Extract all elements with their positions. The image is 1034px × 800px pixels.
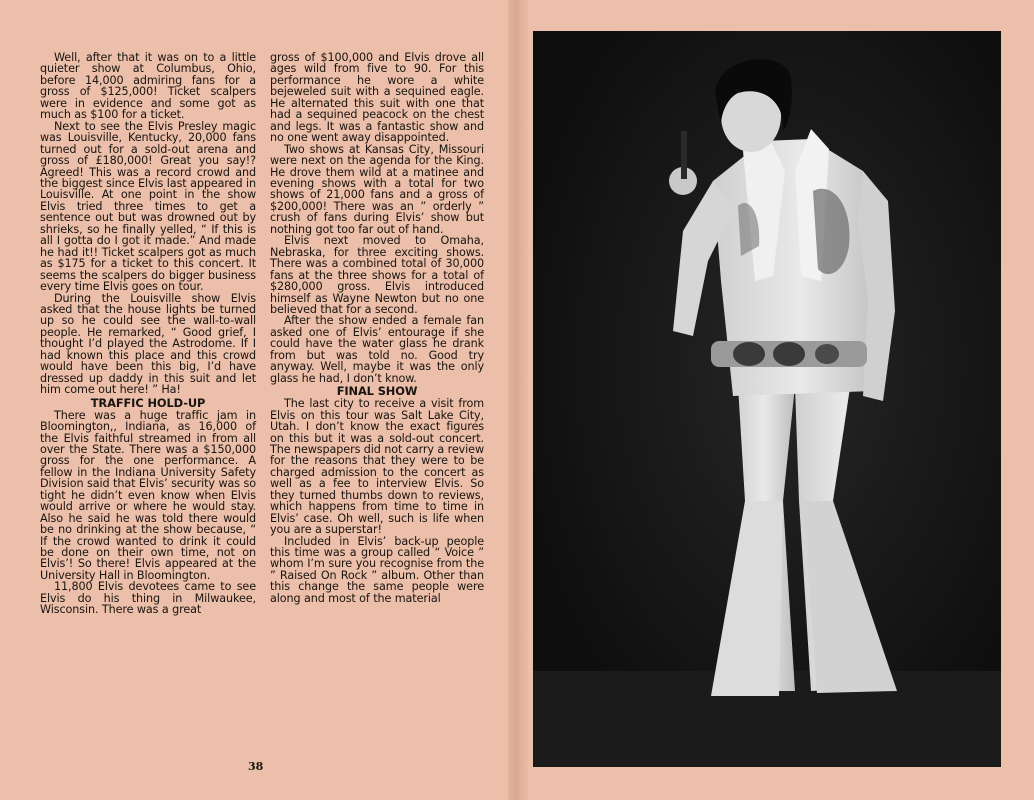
text-column-2 (270, 52, 484, 604)
performer-illustration (533, 31, 1001, 767)
paragraph: After the show ended a female fan asked one of Elvis’ entourage if she could have the water glass he drank from but was told no. Good try anyway. Well, maybe it was the only glass he had, I don’t know. (270, 314, 484, 385)
book-gutter (508, 0, 528, 800)
paragraph: The last city to receive a visit from Elvis on this tour was Salt Lake City, Utah. I don’t know the exact figures on this but it was a sold-out concert. The newspapers did not carry a review for the reasons that they were to be charged admission to the concert as well as a fee to interview Elvis. So they turned thumbs down to reviews, which happens from time to time in Elvis’ case. Oh well, such is life when you are a superstar! (270, 397, 484, 537)
left-page (0, 0, 515, 800)
paragraph: Elvis next moved to Omaha, Nebraska, for three exciting shows. There was a combined total of 30,000 fans at the three shows for a total of $280,000 gross. Elvis introduced himself as Wayne Newton but no one believed that for a second. (270, 234, 484, 316)
paragraph: Two shows at Kansas City, Missouri were next on the agenda for the King. He drove them wild at a matinee and evening shows with a total for two shows of 21,000 fans and a gross of $200,000! There was an ” orderly ” crush of fans during Elvis’ show but nothing got too far out of hand. (270, 142, 484, 236)
page-number: 38 (248, 760, 264, 773)
paragraph: 11,800 Elvis devotees came to see Elvis do his thing in Milwaukee, Wisconsin. There was a great (40, 580, 256, 617)
section-heading-final-show: FINAL SHOW (336, 384, 418, 399)
paragraph: There was a huge traffic jam in Bloomington,, Indiana, as 16,000 of the Elvis faithful streamed in from all over the State. There was a $150,000 gross for the one performance. A fellow in the Indiana University Safety Division said that Elvis’ security was so tight he didn’t even know when Elvis would arrive or where he would stay. Also he said he was told there would be no drinking at the show because, “ If the crowd wanted to drink it could be done on their own time, not on Elvis’! So there! Elvis appeared at the University Hall in Bloomington. (40, 408, 256, 582)
paragraph: gross of $100,000 and Elvis drove all ages wild from five to 90. For this performance he wore a white bejeweled suit with a sequined eagle. He alternated this suit with one that had a sequined peacock on the chest and legs. It was a fantastic show and no one went away disappointed. (270, 51, 484, 145)
paragraph: Next to see the Elvis Presley magic was Louisville, Kentucky, 20,000 fans turned out for a sold-out arena and gross of £180,000! Great you say!? Agreed! This was a record crowd and the biggest since Elvis last appeared in Louisville. At one point in the show Elvis tried three times to get a sentence out but was drowned out by shrieks, so he finally yelled, “ If this is all I gotta do I got it made.” And made he had it!! Ticket scalpers got as much as $175 for a ticket to this concert. It seems the scalpers do bigger business every time Elvis goes on tour. (40, 119, 256, 294)
section-heading-traffic: TRAFFIC HOLD-UP (90, 395, 206, 410)
paragraph: During the Louisville show Elvis asked that the house lights be turned up so he could see the wall-to-wall people. He remarked, “ Good grief, I thought I’d played the Astrodome. If I had known this place and this crowd would have been this big, I’d have dressed up daddy in this suit and let him come out here! ” Ha! (40, 291, 256, 397)
paragraph: Included in Elvis’ back-up people this time was a group called “ Voice ” whom I’m sure you recognise from the ” Raised On Rock ” album. Other than this change the same people were along and most of the material (270, 534, 484, 605)
elvis-performance-photo (533, 31, 1001, 767)
text-column-1 (40, 52, 256, 616)
paragraph: Well, after that it was on to a little quieter show at Columbus, Ohio, before 14,000 admiring fans for a gross of $125,000! Ticket scalpers were in evidence and some got as much as $100 for a ticket. (40, 51, 256, 122)
